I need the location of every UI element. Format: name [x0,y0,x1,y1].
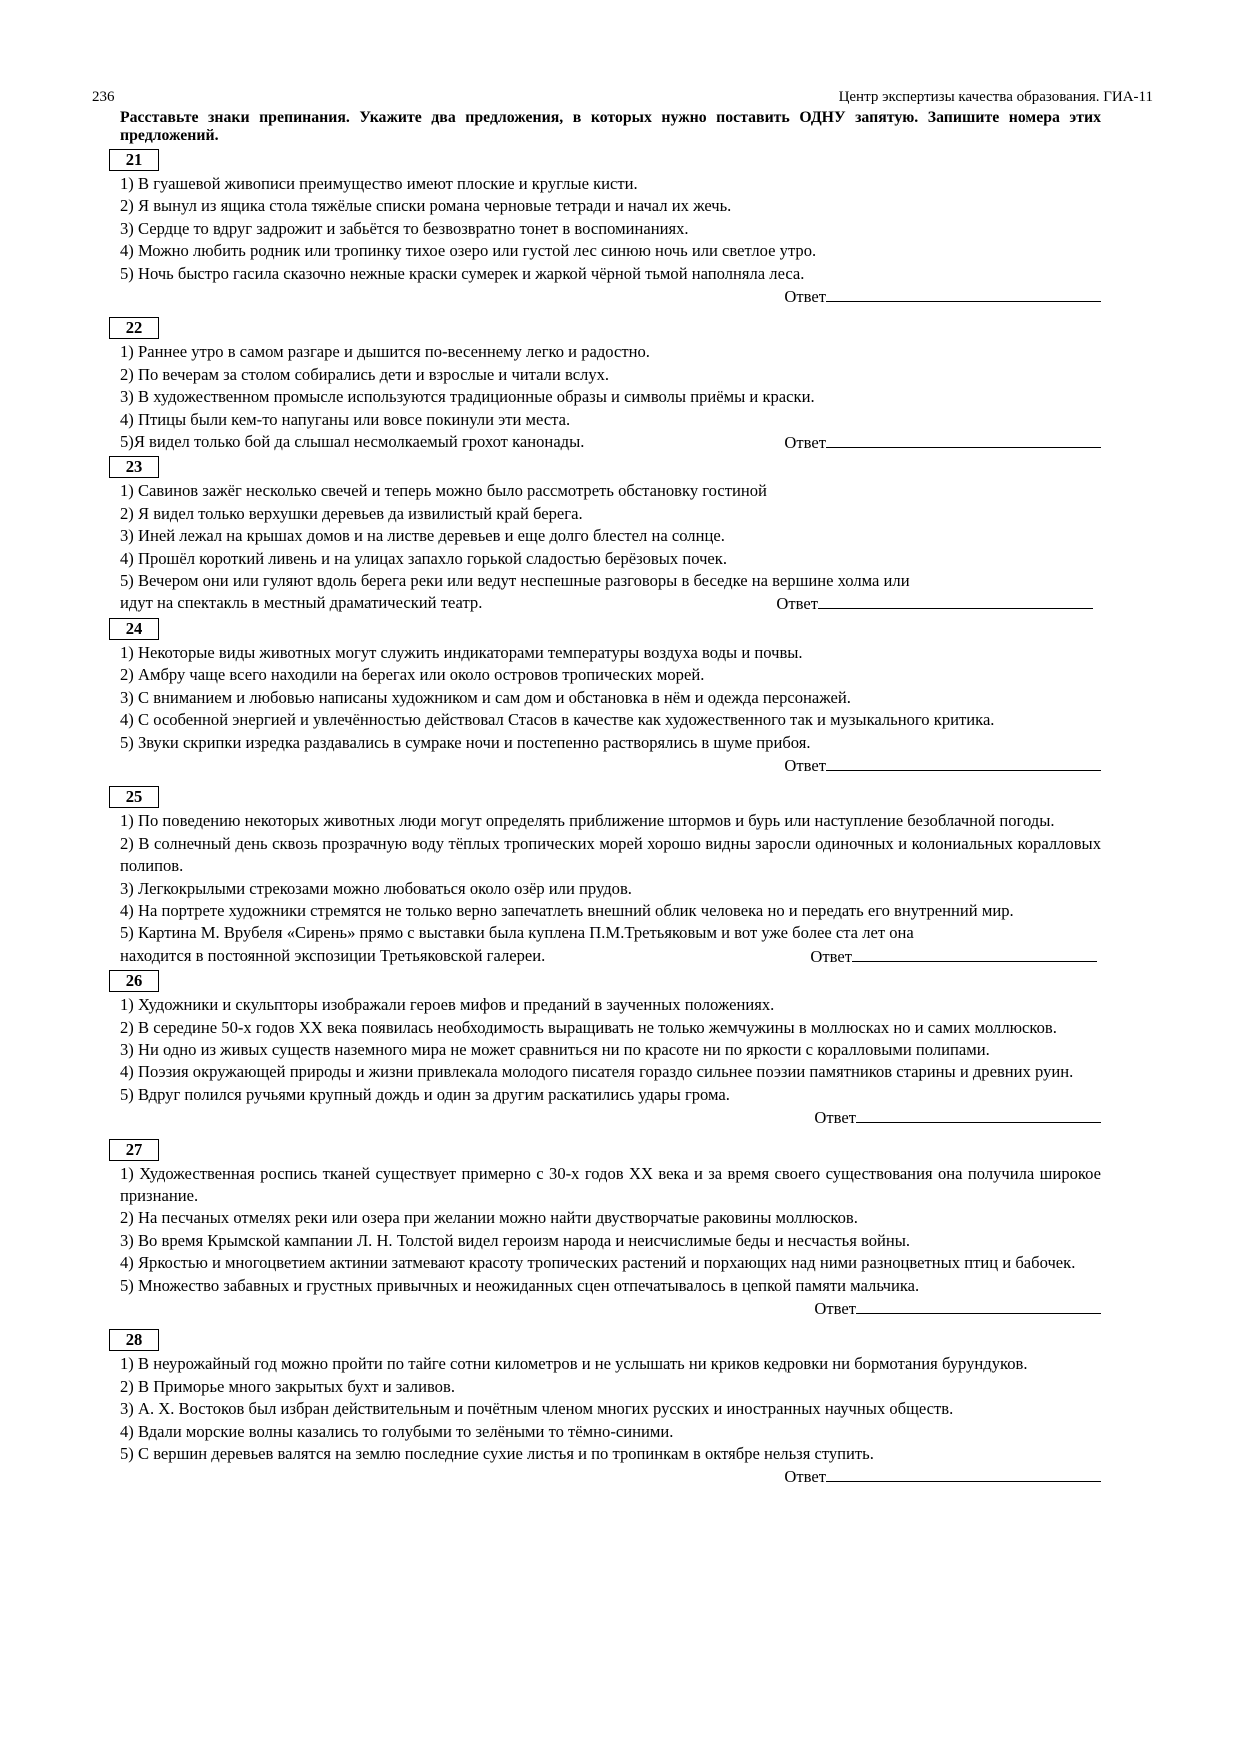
task-item: 5)Я видел только бой да слышал несмолкаемый грохот канонады. [120,432,585,452]
task-item: 4) Поэзия окружающей природы и жизни привлекала молодого писателя гораздо сильнее поэзии памятников старины и древних руин. [120,1062,1074,1082]
answer-line[interactable] [826,1465,1101,1482]
task-23 [120,454,1101,615]
answer-line[interactable] [856,1297,1101,1314]
answer-label: Ответ [784,287,826,307]
task-item: 4) Яркостью и многоцветием актинии затмевают красоту тропических растений и порхающих над ними разноцветных птиц и бабочек. [120,1253,1076,1273]
answer-label: Ответ [784,755,826,775]
task-item: 2) Я видел только верхушки деревьев да извилистый край берега. [120,503,583,523]
task-item: 4) Можно любить родник или тропинку тихое озеро или густой лес синюю ночь или светлое утро. [120,241,817,261]
task-item: 4) Вдали морские волны казались то голубыми то зелёными то тёмно-синими. [120,1421,674,1441]
task-item: 2) На песчаных отмелях реки или озера при желании можно найти двустворчатые раковины моллюсков. [120,1208,858,1228]
instruction-text: Расставьте знаки препинания. Укажите два предложения, в которых нужно поставить ОДНУ запятую. Запишите номера этих предложений. [120,109,1101,144]
task-item: 2) Я вынул из ящика стола тяжёлые списки романа черновые тетради и начал их жечь. [120,196,732,216]
task-item: 3) Иней лежал на крышах домов и на листве деревьев и еще долго блестел на солнце. [120,526,725,546]
task-number-box: 25 [109,786,159,808]
task-28 [120,1327,1101,1487]
task-item: 1) Художественная роспись тканей существует примерно с 30-х годов XX века и за время своего существования она получила широкое признание. [120,1163,1101,1205]
task-item: 1) По поведению некоторых животных люди могут определять приближение штормов и бурь или наступление безоблачной погоды. [120,811,1055,831]
task-item: 1) Художники и скульпторы изображали героев мифов и преданий в заученных положениях. [120,995,775,1015]
task-item: 1) Савинов зажёг несколько свечей и теперь можно было рассмотреть обстановку гостиной [120,481,767,501]
answer-label: Ответ [784,433,826,453]
answer-field[interactable] [814,1106,1101,1129]
task-item: 2) По вечерам за столом собирались дети и взрослые и читали вслух. [120,364,610,384]
answer-field[interactable] [810,945,1097,968]
task-26 [120,968,1101,1128]
task-item: 5) Ночь быстро гасила сказочно нежные краски сумерек и жаркой чёрной тьмой наполняла леса. [120,263,805,283]
answer-label: Ответ [784,1467,826,1487]
task-22 [120,315,1101,454]
task-item: 5) Вечером они или гуляют вдоль берега реки или ведут неспешные разговоры в беседке на вершине холма или [120,571,910,591]
task-item: 2) В середине 50-х годов XX века появилась необходимость выращивать не только жемчужины в моллюсках но и самих моллюсков. [120,1017,1057,1037]
task-number-box: 27 [109,1139,159,1161]
task-item: находится в постоянной экспозиции Третьяковской галереи. [120,945,546,965]
task-number-box: 23 [109,456,159,478]
answer-line[interactable] [856,1106,1101,1123]
task-item: 2) В Приморье много закрытых бухт и заливов. [120,1376,455,1396]
page-content [120,109,1101,1488]
task-number-box: 22 [109,317,159,339]
task-item: 1) В неурожайный год можно пройти по тайге сотни километров и не услышать ни криков кедровки ни бормотания бурундуков. [120,1354,1028,1374]
task-item: 5) Вдруг полился ручьями крупный дождь и один за другим раскатились удары грома. [120,1084,730,1104]
task-item: 4) На портрете художники стремятся не только верно запечатлеть внешний облик человека но и передать его внутренний мир. [120,900,1014,920]
task-number-box: 24 [109,618,159,640]
answer-line[interactable] [826,754,1101,771]
answer-label: Ответ [776,594,818,614]
answer-label: Ответ [814,1299,856,1319]
task-item: 4) Птицы были кем-то напуганы или вовсе покинули эти места. [120,409,571,429]
task-24 [120,616,1101,776]
task-item: 3) А. Х. Востоков был избран действительным и почётным членом многих русских и иностранных научных обществ. [120,1399,954,1419]
task-27 [120,1137,1101,1320]
task-item: 1) Раннее утро в самом разгаре и дышится по-весеннему легко и радостно. [120,342,650,362]
task-item: 1) Некоторые виды животных могут служить индикаторами температуры воздуха воды и почвы. [120,642,803,662]
task-item: идут на спектакль в местный драматический театр. [120,593,483,613]
answer-label: Ответ [810,946,852,966]
task-item: 4) Прошёл короткий ливень и на улицах запахло горькой сладостью берёзовых почек. [120,548,727,568]
task-item: 3) Легкокрылыми стрекозами можно любоваться около озёр или прудов. [120,878,632,898]
task-item: 1) В гуашевой живописи преимущество имеют плоские и круглые кисти. [120,174,638,193]
task-number-box: 21 [109,149,159,171]
answer-field[interactable] [784,754,1101,777]
task-item: 4) С особенной энергией и увлечённостью действовал Стасов в качестве как художественного так и музыкального критика. [120,710,995,730]
answer-line[interactable] [826,285,1101,302]
answer-field[interactable] [814,1297,1101,1320]
task-item: 5) С вершин деревьев валятся на землю последние сухие листья и по тропинкам в октябре нельзя ступить. [120,1444,874,1464]
task-item: 3) Ни одно из живых существ наземного мира не может сравниться ни по красоте ни по яркости с коралловыми полипами. [120,1039,990,1059]
answer-field[interactable] [784,1465,1101,1488]
task-item: 3) В художественном промысле используются традиционные образы и символы приёмы и краски. [120,387,815,407]
task-item: 3) Сердце то вдруг задрожит и забьётся то безвозвратно тонет в воспоминаниях. [120,218,689,238]
task-item: 5) Множество забавных и грустных привычных и неожиданных сцен отпечатывалось в цепкой памяти мальчика. [120,1275,920,1295]
task-item: 5) Звуки скрипки изредка раздавались в сумраке ночи и постепенно растворялись в шуме прибоя. [120,732,811,752]
answer-line[interactable] [852,945,1097,962]
header-organization: Центр экспертизы качества образования. ГИА-11 [838,89,1153,105]
task-item: 3) С вниманием и любовью написаны художником и сам дом и обстановка в нём и одежда персонажей. [120,687,851,707]
answer-line[interactable] [826,431,1101,448]
task-item: 5) Картина М. Врубеля «Сирень» прямо с выставки была куплена П.М.Третьяковым и вот уже более ста лет она [120,923,914,943]
page-number: 236 [92,89,115,105]
task-21 [120,147,1101,307]
task-item: 2) Амбру чаще всего находили на берегах или около островов тропических морей. [120,665,705,685]
answer-field[interactable] [784,285,1101,308]
answer-label: Ответ [814,1108,856,1128]
task-item: 2) В солнечный день сквозь прозрачную воду тёплых тропических морей хорошо видны заросли одиночных и колониальных коралловых полипов. [120,833,1101,876]
task-number-box: 26 [109,970,159,992]
task-25 [120,784,1101,968]
task-item: 3) Во время Крымской кампании Л. Н. Толстой видел героизм народа и неисчислимые беды и несчастья войны. [120,1230,911,1250]
task-number-box: 28 [109,1329,159,1351]
answer-line[interactable] [818,592,1093,609]
answer-field[interactable] [776,592,1093,615]
answer-field[interactable] [784,431,1101,454]
